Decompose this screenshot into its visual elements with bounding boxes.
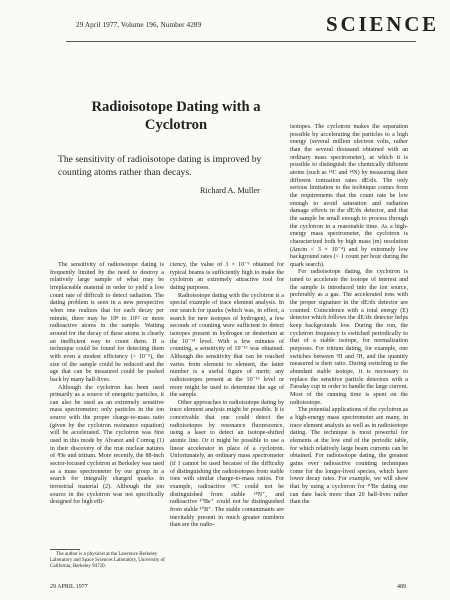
paragraph: Other approaches to radioisotope dating by trace element analysis might be possible. It is conceivable that one could detect the radioisotopes by resonance fluorescence, using a laser to detect an isotope-shifted atomic line. Or it might be possible to use a linear accelerator in place of a cyclotron. Unfortunately, an ordinary mass spectrometer (if I cannot be used because of the difficulty of distinguishing the radioisotopes from stable ions with similar charge-to-mass ratios. For example, radioactive ¹⁴C could not be distinguished from stable ¹⁴N⁺, and radioactive ¹⁰Be⁺ could not be distinguished from stable ¹⁰B⁺. The stable contaminants are inevitably present in much greater numbers than are the radio- [170, 399, 284, 529]
footer-date: 29 APRIL 1977 [50, 584, 88, 590]
author-footnote: The author is a physicist at the Lawrence Berkeley Laboratory and Space Sciences Laboratory, University of California, Berkeley 94720. [50, 552, 165, 569]
paragraph: Radioisotope dating with the cyclotron is a special example of trace element analysis. In our search for quarks (which was, in effect, a search for new isotopes of hydrogen), a few seconds of counting were sufficient to detect isotopes present in hydrogen or deuterium at the 10⁻¹⁴ level. With a few minutes of counting, a sensitivity of 10⁻¹⁶ was obtained. Although the sensitivity that can be reached varies from element to element, the latter number is a useful figure of merit; any radioisotopes present at the 10⁻¹⁶ level or more might be used to determine the age of the sample. [170, 292, 284, 399]
text-column-3 [290, 124, 408, 507]
paragraph: ciency, the value of 3 × 10⁻⁶ obtained for typical beams is sufficiently high to make the cyclotron an extremely attractive tool for dating purposes. [170, 262, 284, 291]
paragraph: The potential applications of the cyclotron as a high-energy mass spectrometer are many, in trace element analysis as well as in radioisotope dating. The technique is most powerful for elements at the low end of the periodic table, for which relatively large beam currents can be obtained. For radioisotope dating, the greatest gains over radioactive counting techniques come for the longer-lived species, which have lower decay rates. For example, we will show that by using a cyclotron for ¹⁰Be dating one can date back more than 20 half-lives rather than the [290, 407, 408, 506]
title-line-1: Radioisotope Dating with a [91, 99, 261, 115]
paragraph: The sensitivity of radioisotope dating is frequently limited by the need to destroy a relatively large sample of what may be irreplaceable material in order to yield a low count rate of difficult to detect radiation. The dating problem is seen in a new perspective when one realizes that for each decay per minute, there may be 10⁸ to 10¹² or more radioactive atoms in the sample. Waiting around for the decay of these atoms is clearly an inefficient way to count them. If a technique could be found for detecting them with even a modest efficiency (> 10⁻⁵), the size of the sample could be reduced and the age that can be measured could be pushed back by many half-lives. [50, 262, 164, 383]
header-rule [66, 41, 416, 42]
article-subtitle: The sensitivity of radioisotope dating is improved by counting atoms rather than decays. [58, 154, 262, 178]
paragraph: Although the cyclotron has been used primarily as a source of energetic particles, it can also be used as an extremely sensitive mass spectrometer; only particles in the ion source with the proper charge-to-mass ratio (given by the cyclotron resonance equation) will be accelerated. The cyclotron was first used in this mode by Alvarez and Cornog (1) in their discovery of the true nuclear natures of ³He and tritium. More recently, the 88-inch sector-focused cyclotron at Berkeley was used as a mass spectrometer by our group in a search for integrally charged quarks in terrestrial material (2). Although the ion source in the cyclotron was not specifically designed for high effi- [50, 384, 164, 506]
page-number: 489 [397, 584, 406, 590]
issue-dateline: 29 April 1977, Volume 196, Number 4289 [76, 21, 202, 29]
footnote-rule [50, 549, 80, 550]
paragraph: For radioisotope dating, the cyclotron is tuned to accelerate the isotope of interest and the sample is introduced into the ion source, preferably as a gas. The accelerated ions with the proper signature in the dE/dx detector are counted. Coincidence with a total energy (E) detector which follows the dE/dx detector helps keep backgrounds low. During the run, the cyclotron frequency is switched periodically to that of a stable isotope, for normalization purposes. For tritium dating, for example, one switches between ³H and ²H, and the quantity measured is their ratio. During switching to the abundant stable isotope, it is necessary to replace the sensitive particle detectors with a Faraday cup in order to handle the large current. Most of the running time is spent on the radioisotope. [290, 269, 408, 406]
paragraph: isotopes. The cyclotron makes the separation possible by accelerating the particles to a high energy (several million electron volts, rather than the several thousand obtained with an ordinary mass spectrometer), at which it is possible to distinguish the chemically different atoms (such as ¹⁴C and ¹⁴N) by measuring their different ionization rates dE/dx. The only serious limitation to the technique comes from the requirements that the count rate be low enough to avoid saturation and radiation damage effects in the dE/dx detector, and that the sample be small enough to process through the cyclotron in a reasonable time. As a high-energy mass spectrometer, the cyclotron is characterized both by high mass (m) resolution (Δm/m < 3 × 10⁻⁴) and by extremely low background rates (< 1 count per hour during the quark search). [290, 124, 408, 268]
journal-name: SCIENCE [326, 12, 439, 36]
article-title [58, 98, 294, 134]
text-column-1 [50, 262, 164, 507]
masthead [0, 0, 450, 40]
title-line-2: Cyclotron [144, 117, 208, 133]
author-byline: Richard A. Muller [200, 186, 260, 195]
text-column-2 [170, 262, 284, 530]
